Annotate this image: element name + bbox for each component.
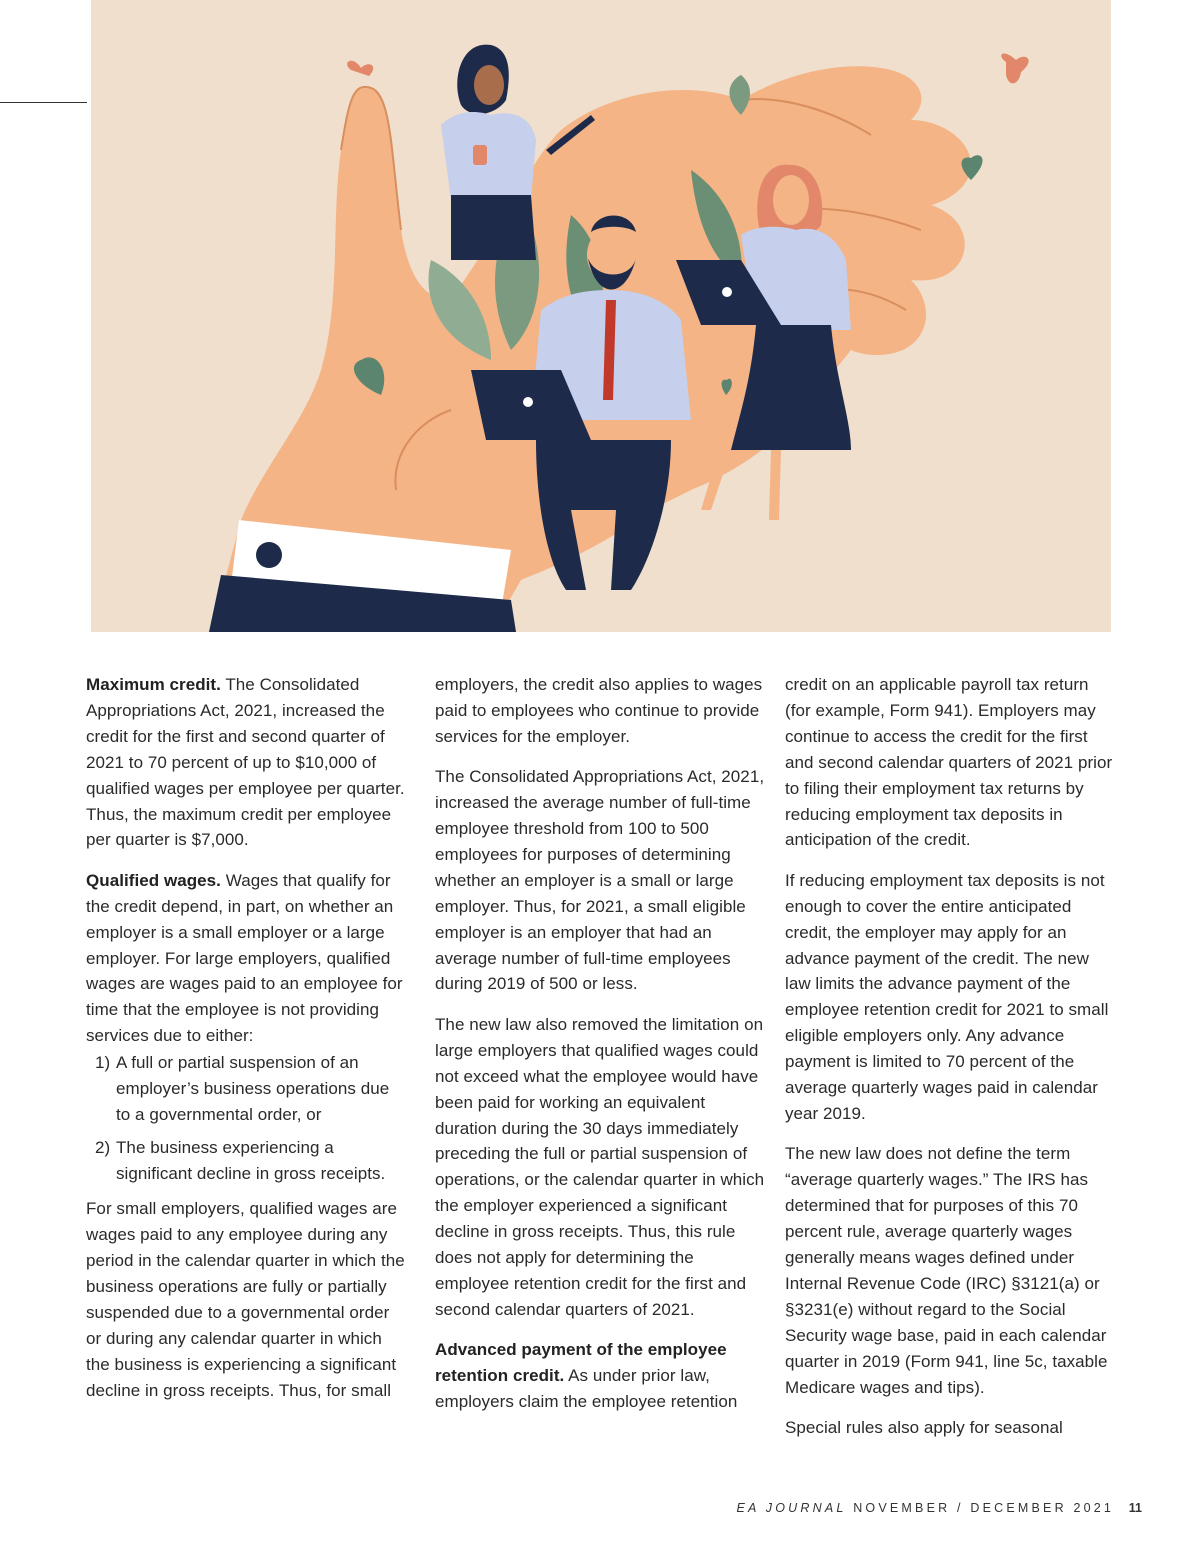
paragraph-seasonal: Special rules also apply for seasonal	[785, 1417, 1063, 1437]
paragraph-maximum-credit	[86, 672, 408, 853]
numbered-list	[86, 1050, 408, 1188]
paragraph-qualified-wages	[86, 868, 408, 1049]
paragraph-continuation: employers, the credit also applies to wages paid to employees who continue to provide services for the employer.	[435, 675, 763, 746]
text-column-3	[785, 672, 1115, 1455]
text-column-1	[86, 672, 408, 1418]
paragraph-advanced-payment	[435, 1337, 765, 1415]
header-illustration	[91, 0, 1111, 632]
paragraph-threshold: The Consolidated Appropriations Act, 2021, increased the average number of full-time employee threshold from 100 to 500 employees for purposes of determining whether an employer is a small or large employer. Thus, for 2021, a small eligible employer is an employer that had an average number of full-time employees during 2019 of 500 or less.	[435, 767, 765, 994]
list-item	[86, 1050, 408, 1128]
page-number: 11	[1128, 1501, 1142, 1515]
journal-name: EA JOURNAL	[736, 1501, 847, 1515]
paragraph-small-employers: For small employers, qualified wages are wages paid to any employee during any period in the calendar quarter in which the business operations are fully or partially suspended due to a governmental order or during any calendar quarter in which the business is experiencing a significant decline in gross receipts. Thus, for small	[86, 1199, 405, 1400]
run-in-heading: Advanced payment of the employee retention credit.	[435, 1340, 727, 1386]
list-number: 2)	[95, 1138, 111, 1158]
paragraph-text: As under prior law, employers claim the employee retention	[435, 1366, 738, 1412]
list-text: A full or partial suspension of an employer’s business operations due to a governmental order, or	[116, 1052, 390, 1124]
paragraph-limitation: The new law also removed the limitation on large employers that qualified wages could not exceed what the employee would have been paid for working an equivalent duration during the 30 days immediately preceding the full or partial suspension of operations, or the calendar quarter in which the employer experienced a significant decline in gross receipts. Thus, this rule does not apply for determining the employee retention credit for the first and second calendar quarters of 2021.	[435, 1014, 765, 1319]
issue-date: NOVEMBER / DECEMBER 2021	[853, 1501, 1115, 1515]
paragraph-text: The Consolidated Appropriations Act, 2021, increased the credit for the first and second quarter of 2021 to 70 percent of up to $10,000 of qualified wages per employee per quarter. Thus, the maximum credit per employee per quarter is $7,000.	[86, 675, 405, 850]
paragraph-average-wages: The new law does not define the term “average quarterly wages.” The IRS has determined that for purposes of this 70 percent rule, average quarterly wages generally means wages defined under Internal Revenue Code (IRC) §3121(a) or §3231(e) without regard to the Social Security wage base, paid in each calendar quarter in 2019 (Form 941, line 5c, taxable Medicare wages and tips).	[785, 1144, 1108, 1397]
list-text: The business experiencing a significant decline in gross receipts.	[116, 1138, 386, 1184]
paragraph-advance-payment: If reducing employment tax deposits is not enough to cover the entire anticipated credit, the employer may apply for an advance payment of the credit. The new law limits the advance payment of the employee retention credit for 2021 to small eligible employers only. Any advance payment is limited to 70 percent of the average quarterly wages paid in calendar year 2019.	[785, 870, 1109, 1123]
top-left-rule	[0, 102, 87, 103]
run-in-heading: Qualified wages.	[86, 870, 221, 890]
page-footer	[736, 1501, 1142, 1515]
text-column-2	[435, 672, 765, 1429]
team-in-hand-illustration-icon	[91, 0, 1111, 632]
paragraph-text: Wages that qualify for the credit depend, in part, on whether an employer is a small employer or a large employer. For large employers, qualified wages are wages paid to an employee for time that the employee is not providing services due to either:	[86, 870, 403, 1046]
paragraph-continuation: credit on an applicable payroll tax return (for example, Form 941). Employers may continue to access the credit for the first and second calendar quarters of 2021 prior to filing their employment tax returns by reducing employment tax deposits in anticipation of the credit.	[785, 675, 1113, 850]
list-number: 1)	[95, 1052, 111, 1072]
run-in-heading: Maximum credit.	[86, 675, 221, 694]
list-item	[86, 1135, 408, 1187]
